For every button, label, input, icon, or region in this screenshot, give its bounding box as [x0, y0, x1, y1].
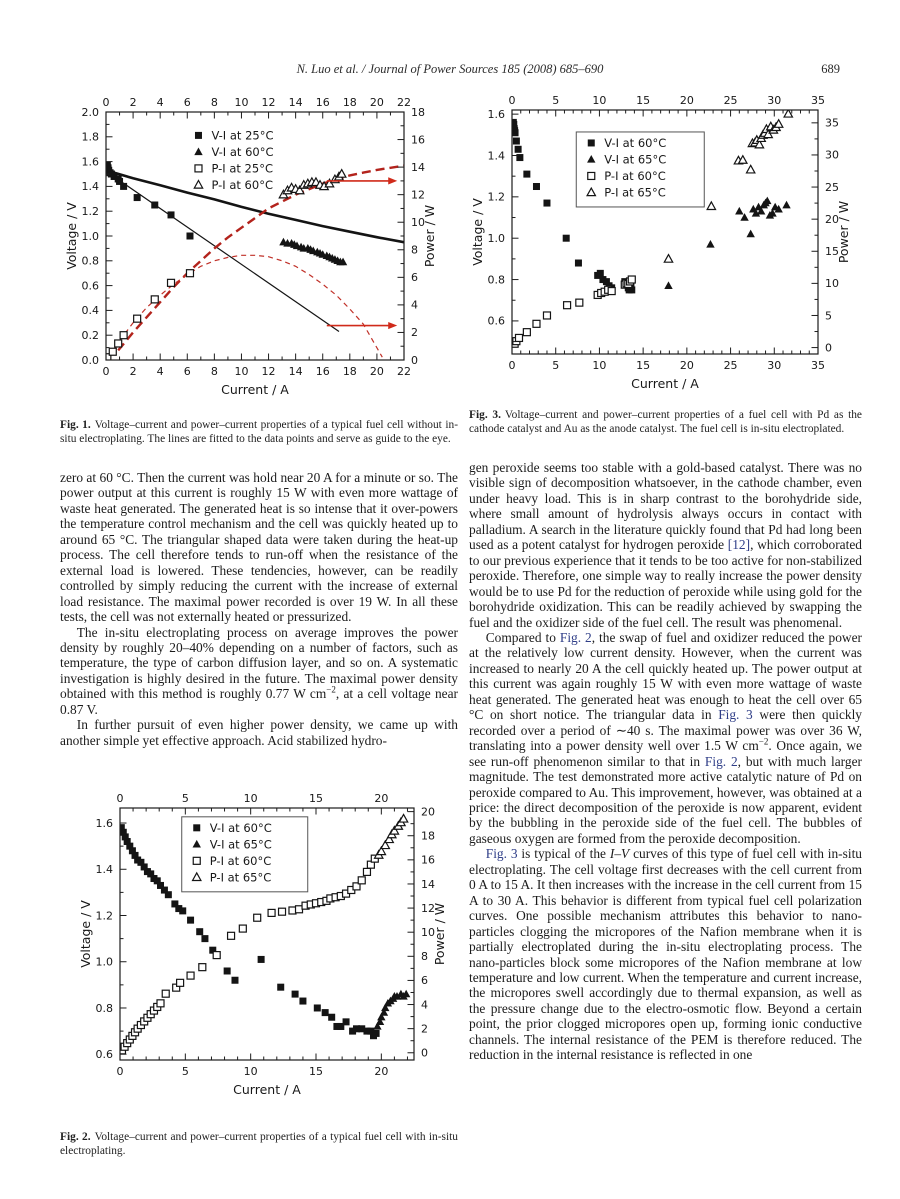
svg-text:2: 2	[411, 326, 418, 340]
figure-2-caption-text: Voltage–current and power–current properties of a typical fuel cell with in-situ electroplating.	[60, 1131, 458, 1158]
figure-1-caption	[60, 418, 458, 446]
figure-3-caption	[469, 408, 862, 436]
svg-text:12: 12	[261, 365, 276, 378]
svg-text:18: 18	[342, 365, 357, 378]
svg-text:V-I at 60°C: V-I at 60°C	[604, 135, 667, 150]
figure-2-chart	[76, 788, 456, 1108]
svg-text:12: 12	[261, 96, 276, 109]
svg-text:1.0: 1.0	[95, 955, 113, 969]
svg-text:4: 4	[156, 365, 164, 378]
svg-text:30: 30	[825, 148, 839, 162]
svg-text:35: 35	[825, 116, 839, 130]
svg-text:1.2: 1.2	[95, 909, 113, 923]
figure-2-label: Fig. 2.	[60, 1131, 91, 1143]
figure-3-label: Fig. 3.	[469, 409, 501, 421]
paragraph: Fig. 3 is typical of the I–V curves of this type of fuel cell with in-situ electroplating. The cell voltage first decreases with the cell current from 0 A to 15 A. It then increases with the increase in the cell current from 15 A to 30 A. This behavior is different from typical fuel cell polarization curves. One possible mechanism attributes this behavior to nano-particles clogging the micropores of the Nafion membrane when it is partially electroplated during the in-situ electroplating process. The nano-particles block some micropores of the Nafion membrane at low temperature and low current. When the temperature and current increase, the micropores swell accordingly due to thermal expansion, as well as the pressure change due to the electro-osmotic flow. Beyond a certain point, the prior clogged micropores open up, forming ionic conductive channels. The internal resistance of the PEM is therefore reduced. The reduction in the internal resistance is reflected in one	[469, 846, 862, 1063]
figure-link[interactable]: Fig. 2	[559, 629, 592, 645]
svg-text:1.4: 1.4	[81, 180, 99, 194]
svg-text:4: 4	[421, 998, 428, 1012]
svg-text:2.0: 2.0	[81, 105, 99, 119]
svg-text:0.8: 0.8	[487, 273, 505, 287]
svg-text:Current / A: Current / A	[233, 1082, 301, 1097]
svg-text:5: 5	[552, 94, 560, 107]
svg-text:16: 16	[315, 365, 330, 378]
figure-link[interactable]: Fig. 3	[718, 707, 753, 723]
svg-text:20: 20	[421, 805, 435, 819]
svg-text:P-I at 60°C: P-I at 60°C	[209, 853, 272, 868]
svg-text:10: 10	[592, 359, 607, 372]
svg-text:0: 0	[825, 341, 832, 355]
svg-text:0: 0	[116, 1065, 124, 1078]
svg-text:15: 15	[825, 245, 839, 259]
svg-text:14: 14	[421, 877, 435, 891]
svg-text:0: 0	[102, 365, 110, 378]
svg-text:10: 10	[411, 216, 425, 230]
svg-text:35: 35	[811, 94, 825, 107]
svg-text:1.0: 1.0	[487, 232, 505, 246]
svg-text:15: 15	[636, 94, 651, 107]
svg-text:14: 14	[288, 365, 303, 378]
svg-text:0: 0	[411, 353, 418, 367]
svg-text:5: 5	[181, 792, 189, 805]
svg-text:2: 2	[129, 96, 137, 109]
svg-text:8: 8	[411, 243, 418, 257]
svg-text:0.6: 0.6	[81, 279, 99, 293]
svg-text:12: 12	[411, 188, 425, 202]
figure-1-label: Fig. 1.	[60, 419, 91, 431]
svg-text:6: 6	[183, 365, 191, 378]
svg-text:25: 25	[723, 359, 738, 372]
svg-text:1.2: 1.2	[487, 190, 505, 204]
svg-text:2: 2	[129, 365, 137, 378]
svg-text:V-I at 65°C: V-I at 65°C	[209, 837, 272, 852]
svg-text:Power / W: Power / W	[422, 204, 437, 268]
svg-text:8: 8	[421, 950, 428, 964]
svg-text:16: 16	[421, 853, 435, 867]
paragraph: The in-situ electroplating process on average improves the power density by roughly 20–40% depending on a number of factors, such as temperature, the type of carbon diffusion layer, and so on. A systematic investigation is highly desired in the future. The maximal power density obtained with this method is roughly 0.77 W $cm^{-2}$, at a cell voltage near 0.87 V.	[60, 624, 458, 717]
svg-text:10: 10	[421, 925, 435, 939]
svg-text:Power / W: Power / W	[836, 200, 851, 264]
svg-text:35: 35	[811, 359, 825, 372]
svg-text:14: 14	[288, 96, 303, 109]
svg-text:Voltage / V: Voltage / V	[78, 900, 93, 968]
svg-text:20: 20	[374, 792, 389, 805]
svg-text:0: 0	[116, 792, 124, 805]
svg-text:P-I at 60°C: P-I at 60°C	[604, 168, 666, 183]
svg-text:8: 8	[210, 96, 218, 109]
svg-text:1.4: 1.4	[95, 863, 113, 877]
figure-link[interactable]: Fig. 3	[485, 846, 518, 862]
svg-text:1.0: 1.0	[81, 229, 99, 243]
reference-link[interactable]: [12]	[727, 537, 751, 553]
svg-text:18: 18	[421, 829, 435, 843]
svg-text:4: 4	[411, 298, 418, 312]
svg-text:14: 14	[411, 160, 425, 174]
svg-text:1.6: 1.6	[81, 155, 99, 169]
figure-2-caption	[60, 1130, 458, 1158]
svg-text:1.4: 1.4	[487, 149, 505, 163]
svg-text:5: 5	[825, 309, 832, 323]
svg-text:20: 20	[374, 1065, 389, 1078]
svg-text:P-I at 65°C: P-I at 65°C	[604, 185, 666, 200]
svg-text:1.2: 1.2	[81, 205, 99, 218]
svg-text:20: 20	[679, 359, 694, 372]
svg-text:12: 12	[421, 901, 435, 915]
svg-text:10: 10	[243, 1065, 258, 1078]
svg-text:V-I at 60°C: V-I at 60°C	[211, 144, 274, 159]
svg-text:18: 18	[411, 105, 425, 119]
figure-1-caption-text: Voltage–current and power–current properties of a typical fuel cell without in-situ electroplating. The lines are fitted to the data points and serve as guide to the eye.	[60, 419, 458, 446]
running-head: N. Luo et al. / Journal of Power Sources 185 (2008) 685–690	[296, 62, 604, 76]
svg-text:10: 10	[234, 96, 249, 109]
svg-text:0: 0	[508, 94, 516, 107]
svg-text:0.0: 0.0	[81, 353, 99, 367]
svg-text:6: 6	[421, 974, 428, 988]
svg-text:0.4: 0.4	[81, 304, 99, 318]
svg-text:5: 5	[552, 359, 560, 372]
svg-text:1.6: 1.6	[487, 107, 505, 121]
svg-text:30: 30	[767, 94, 782, 107]
svg-text:0: 0	[102, 96, 110, 109]
svg-text:16: 16	[315, 96, 330, 109]
svg-text:0.6: 0.6	[487, 314, 505, 328]
svg-text:Voltage / V: Voltage / V	[64, 202, 79, 270]
figure-3-chart	[468, 90, 862, 400]
right-column-text	[469, 460, 862, 1063]
page-header	[60, 62, 840, 82]
svg-text:2: 2	[421, 1022, 428, 1036]
svg-text:V-I at 60°C: V-I at 60°C	[209, 820, 272, 835]
svg-text:15: 15	[309, 792, 323, 805]
svg-text:20: 20	[679, 94, 694, 107]
svg-text:16: 16	[411, 133, 425, 147]
svg-text:10: 10	[243, 792, 258, 805]
svg-text:10: 10	[592, 94, 607, 107]
svg-text:4: 4	[156, 96, 164, 109]
svg-text:30: 30	[767, 359, 782, 372]
svg-text:6: 6	[411, 271, 418, 285]
svg-text:22: 22	[397, 96, 411, 109]
svg-text:Voltage / V: Voltage / V	[470, 198, 485, 266]
svg-text:P-I at 60°C: P-I at 60°C	[211, 177, 273, 192]
svg-text:V-I at 25°C: V-I at 25°C	[211, 128, 274, 143]
svg-text:1.6: 1.6	[95, 816, 113, 830]
paragraph: zero at 60 °C. Then the current was hold near 20 A for a minute or so. The power output at this current is roughly 15 W with even more wattage of waste heat generated. The generated heat is so intense that it over-powers the temperature control mechanism and the cell was quickly heated up to around 65 °C. The triangular shaped data were taken during the heat-up process. The cell therefore tends to run-off when the resistance of the external load is lowered. These tendencies, however, can be readily controlled by simply reducing the current with the increase of external load resistance. The maximal power recorded is over 19 W. In all these tests, the cell was not externally heated or pressurized.	[60, 470, 458, 625]
svg-text:0.8: 0.8	[81, 254, 99, 268]
svg-text:V-I at 65°C: V-I at 65°C	[604, 152, 667, 167]
svg-text:P-I at 65°C: P-I at 65°C	[209, 870, 272, 885]
svg-text:1.8: 1.8	[81, 130, 99, 144]
svg-text:0.6: 0.6	[95, 1048, 113, 1062]
svg-text:Power / W: Power / W	[432, 902, 447, 966]
svg-text:22: 22	[397, 365, 411, 378]
svg-text:25: 25	[723, 94, 738, 107]
svg-text:Current / A: Current / A	[221, 382, 289, 397]
figure-link[interactable]: Fig. 2	[704, 753, 738, 769]
paragraph: In further pursuit of even higher power density, we came up with another simple yet effective approach. Acid stabilized hydro-	[60, 717, 458, 748]
svg-text:0.8: 0.8	[95, 1001, 113, 1015]
svg-text:Current / A: Current / A	[631, 376, 699, 391]
svg-text:0: 0	[421, 1046, 428, 1060]
svg-text:20: 20	[369, 96, 384, 109]
svg-text:20: 20	[369, 365, 384, 378]
svg-text:10: 10	[234, 365, 249, 378]
svg-text:P-I at 25°C: P-I at 25°C	[211, 161, 273, 176]
page-number: 689	[821, 62, 840, 76]
svg-text:15: 15	[309, 1065, 323, 1078]
svg-text:6: 6	[183, 96, 191, 109]
paragraph: Compared to Fig. 2, the swap of fuel and oxidizer reduced the power at the relatively low current density. However, when the current was increased to nearly 20 A the cell quickly heated up. The power output at this current was again roughly 15 W with even more wattage of waste heat generated. The generated heat was enough to heat the cell over 65 °C on short notice. The triangular data in Fig. 3 were then quickly recorded over a period of ∼40 s. The maximal power was over 36 W, translating into a power density well over 1.5 W $cm^{-2}$. Once again, we see run-off phenomenon similar to that in Fig. 2, but with much larger magnitude. The test demonstrated more active catalytic nature of Pd on peroxide compared to Au. This improvement, however, was obtained at a price: the direct decomposition of the peroxide is now apparent, evident by the bubbling in the peroxide side of the fuel cell. The bubbles of gaseous oxygen are formed from the peroxide decomposition.	[469, 629, 863, 846]
svg-text:20: 20	[825, 212, 839, 226]
svg-text:25: 25	[825, 180, 839, 194]
left-column-text	[60, 470, 458, 748]
figure-1-chart	[60, 90, 446, 406]
svg-text:18: 18	[342, 96, 357, 109]
svg-text:15: 15	[636, 359, 651, 372]
svg-text:0: 0	[508, 359, 516, 372]
figure-3-caption-text: Voltage–current and power–current properties of a fuel cell with Pd as the cathode catalyst and Au as the anode catalyst. The fuel cell is in-situ electroplated.	[469, 409, 862, 436]
svg-text:10: 10	[825, 277, 839, 291]
svg-text:0.2: 0.2	[81, 329, 99, 342]
paragraph: gen peroxide seems too stable with a gold-based catalyst. There was no visible sign of decomposition whatsoever, in the cathode chamber, even under heavy load. This is in sharp contrast to the borohydride side, where small amount of hydrolysis always occurs in contact with palladium. A search in the literature quickly found that Pd had long been used as a potent catalyst for hydrogen peroxide [12], which corroborated to our previous experience that it tends to be too active for non-stabilized peroxide. Therefore, one simple way to really increase the power density would be to use Pd for the reduction of peroxide while using gold for the borohydride oxidization. This can be readily achieved by swapping the fuel and the oxidizer side of the fuel cell. The result was phenomenal.	[469, 460, 862, 630]
svg-text:8: 8	[210, 365, 218, 378]
svg-text:5: 5	[181, 1065, 189, 1078]
